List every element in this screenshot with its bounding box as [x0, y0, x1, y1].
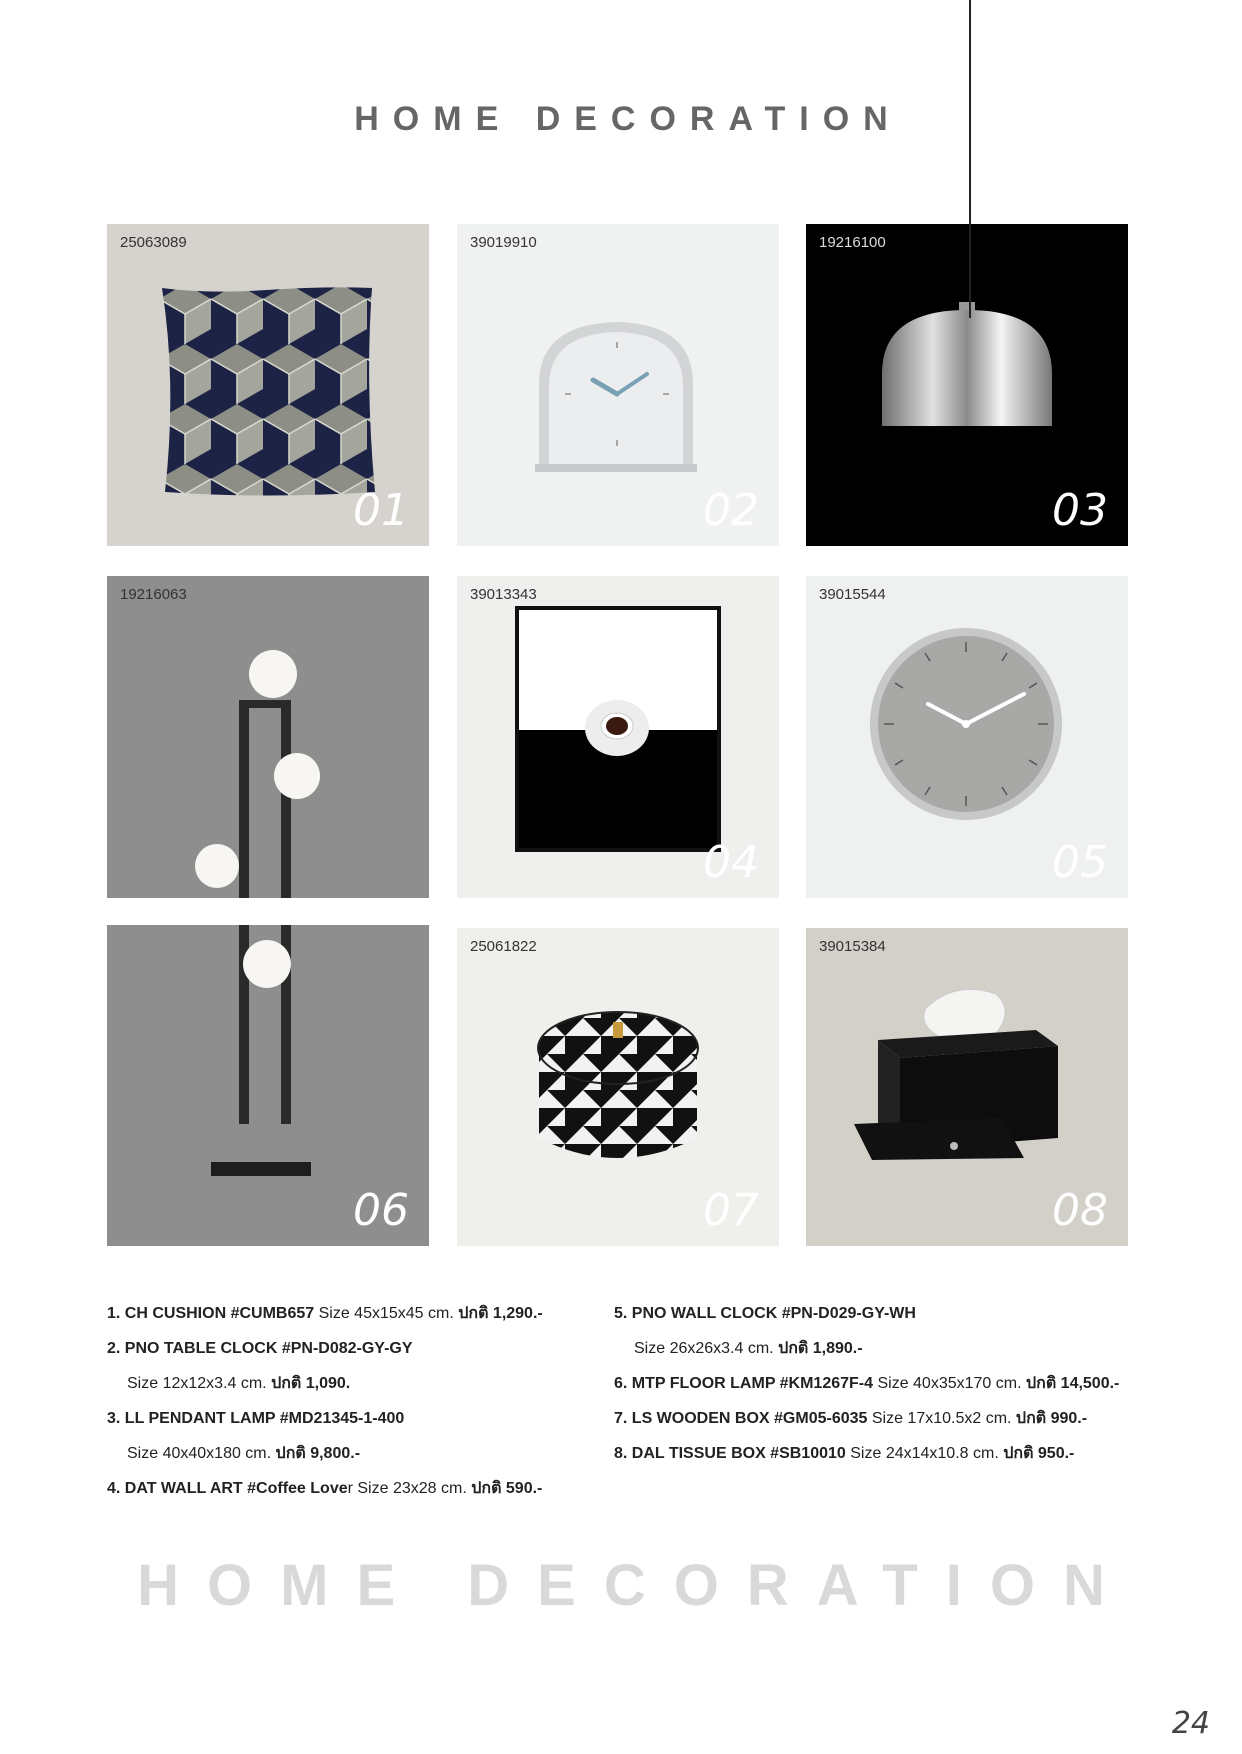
product-code: 25063089	[120, 234, 187, 251]
product-specs-left	[107, 1296, 607, 1506]
product-number: 01	[353, 485, 409, 536]
spec-line-5: 5. PNO WALL CLOCK #PN-D029-GY-WH	[614, 1305, 916, 1322]
product-tile-tissue-box[interactable]	[806, 928, 1128, 1246]
product-code: 19216063	[120, 586, 187, 603]
product-number: 08	[1052, 1185, 1108, 1236]
spec-line-2-size: Size 12x12x3.4 cm. ปกติ 1,090.	[127, 1375, 351, 1392]
product-code: 39013343	[470, 586, 537, 603]
product-code: 19216100	[819, 234, 886, 251]
product-code: 39015384	[819, 938, 886, 955]
product-number: 05	[1052, 837, 1108, 888]
product-tile-wall-art[interactable]	[457, 576, 779, 898]
tile-gap	[107, 898, 429, 925]
product-code: 39019910	[470, 234, 537, 251]
product-number: 07	[703, 1185, 759, 1236]
spec-line-2: 2. PNO TABLE CLOCK #PN-D082-GY-GY	[107, 1340, 413, 1357]
spec-line-1: 1. CH CUSHION #CUMB657 Size 45x15x45 cm. ปกติ 1,290.-	[107, 1305, 543, 1322]
spec-line-7: 7. LS WOODEN BOX #GM05-6035 Size 17x10.5x2 cm. ปกติ 990.-	[614, 1410, 1088, 1427]
spec-line-6: 6. MTP FLOOR LAMP #KM1267F-4 Size 40x35x170 cm. ปกติ 14,500.-	[614, 1375, 1120, 1392]
product-tile-wooden-box[interactable]	[457, 928, 779, 1246]
spec-line-4: 4. DAT WALL ART #Coffee Lover Size 23x28 cm. ปกติ 590.-	[107, 1480, 543, 1497]
spec-line-5-size: Size 26x26x3.4 cm. ปกติ 1,890.-	[634, 1340, 863, 1357]
spec-line-3-size: Size 40x40x180 cm. ปกติ 9,800.-	[127, 1445, 361, 1462]
product-tile-table-clock[interactable]	[457, 224, 779, 546]
product-tile-pendant-lamp[interactable]	[806, 224, 1128, 546]
product-tile-cushion[interactable]	[107, 224, 429, 546]
page-number: 24	[1171, 1706, 1210, 1741]
product-tile-wall-clock[interactable]	[806, 576, 1128, 898]
product-number: 03	[1052, 485, 1108, 536]
footer-title: HOME DECORATION	[137, 1553, 1133, 1618]
product-number: 02	[703, 485, 759, 536]
product-specs-right	[614, 1296, 1174, 1471]
product-number: 04	[703, 837, 759, 888]
product-code: 25061822	[470, 938, 537, 955]
page-title: HOME DECORATION	[354, 100, 902, 138]
spec-line-8: 8. DAL TISSUE BOX #SB10010 Size 24x14x10.8 cm. ปกติ 950.-	[614, 1445, 1075, 1462]
product-number: 06	[353, 1185, 409, 1236]
spec-line-3: 3. LL PENDANT LAMP #MD21345-1-400	[107, 1410, 405, 1427]
product-code: 39015544	[819, 586, 886, 603]
pendant-cord	[969, 0, 971, 318]
